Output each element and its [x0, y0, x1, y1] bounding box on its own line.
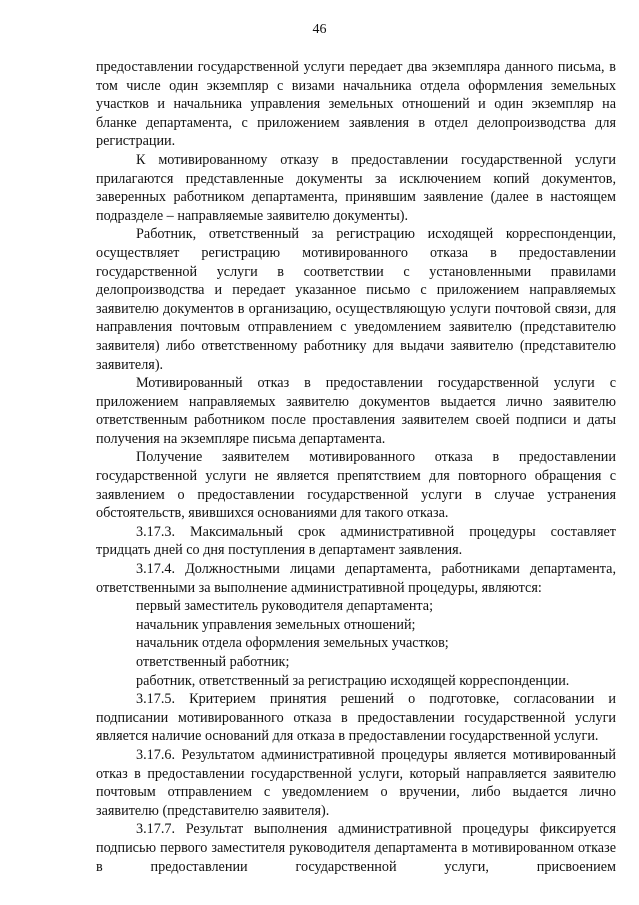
- paragraph-3-17-4: 3.17.4. Должностными лицами департамента, работниками департамента, ответственными за выполнение административной процедуры, являются:: [96, 561, 616, 596]
- page-number: 46: [312, 22, 327, 37]
- list-item: ответственный работник;: [136, 654, 290, 670]
- list-item: начальник отдела оформления земельных участков;: [136, 635, 449, 652]
- paragraph-attachments: К мотивированному отказу в предоставлении государственной услуги прилагаются представленные документы за исключением копий документов, заверенных работником департамента, принявшим заявление (далее в настоящем подразделе – направляемые заявителю документы).: [96, 151, 616, 224]
- paragraph-reapplication: Получение заявителем мотивированного отказа в предоставлении государственной услуги не является препятствием для повторного обращения с заявлением о предоставлении государственной услуги в случае устранения обстоятельств, явившихся основаниями для такого отказа.: [96, 449, 616, 522]
- list-item: первый заместитель руководителя департамента;: [136, 598, 434, 615]
- list-item: начальник управления земельных отношений;: [136, 616, 416, 633]
- document-body: [96, 58, 616, 876]
- paragraph-3-17-7: 3.17.7. Результат выполнения административной процедуры фиксируется подписью первого заместителя руководителя департамента в мотивированном отказе в предоставлении государственной услуги, присвоением: [96, 821, 616, 875]
- paragraph-3-17-6: 3.17.6. Результатом административной процедуры является мотивированный отказ в предоставлении государственной услуги, который направляется заявителю почтовым отправлением с уведомлением о вручении, либо выдается лично заявителю (представителю заявителя).: [96, 746, 616, 819]
- paragraph-continuation: предоставлении государственной услуги передает два экземпляра данного письма, в том числе один экземпляр с визами начальника отдела оформления земельных участков и начальника управления земельных отношений и один экземпляр на бланке департамента, с приложением заявления в отдел делопроизводства для регистрации.: [96, 59, 616, 150]
- paragraph-delivery: Мотивированный отказ в предоставлении государственной услуги с приложением направляемых заявителю документов выдается лично заявителю ответственным работником после проставления заявителем своей подписи и даты получения на экземпляре письма департамента.: [96, 375, 616, 447]
- paragraph-3-17-3: 3.17.3. Максимальный срок административной процедуры составляет тридцать дней со дня поступления в департамент заявления.: [96, 523, 616, 559]
- paragraph-registration: Работник, ответственный за регистрацию исходящей корреспонденции, осуществляет регистрацию мотивированного отказа в предоставлении государственной услуги в соответствии с установленными правилами делопроизводства и передает указанное письмо с приложением направляемых заявителю документов в организацию, осуществляющую услуги почтовой связи, для направления почтовым отправлением с уведомлением заявителю (представителю заявителя) либо ответственному работнику для выдачи заявителю (представителю заявителя).: [96, 226, 616, 373]
- list-item: работник, ответственный за регистрацию исходящей корреспонденции.: [136, 672, 570, 689]
- paragraph-3-17-5: 3.17.5. Критерием принятия решений о подготовке, согласовании и подписании мотивированного отказа в предоставлении государственной услуги является наличие оснований для отказа в предоставлении государственной услуги.: [96, 691, 616, 745]
